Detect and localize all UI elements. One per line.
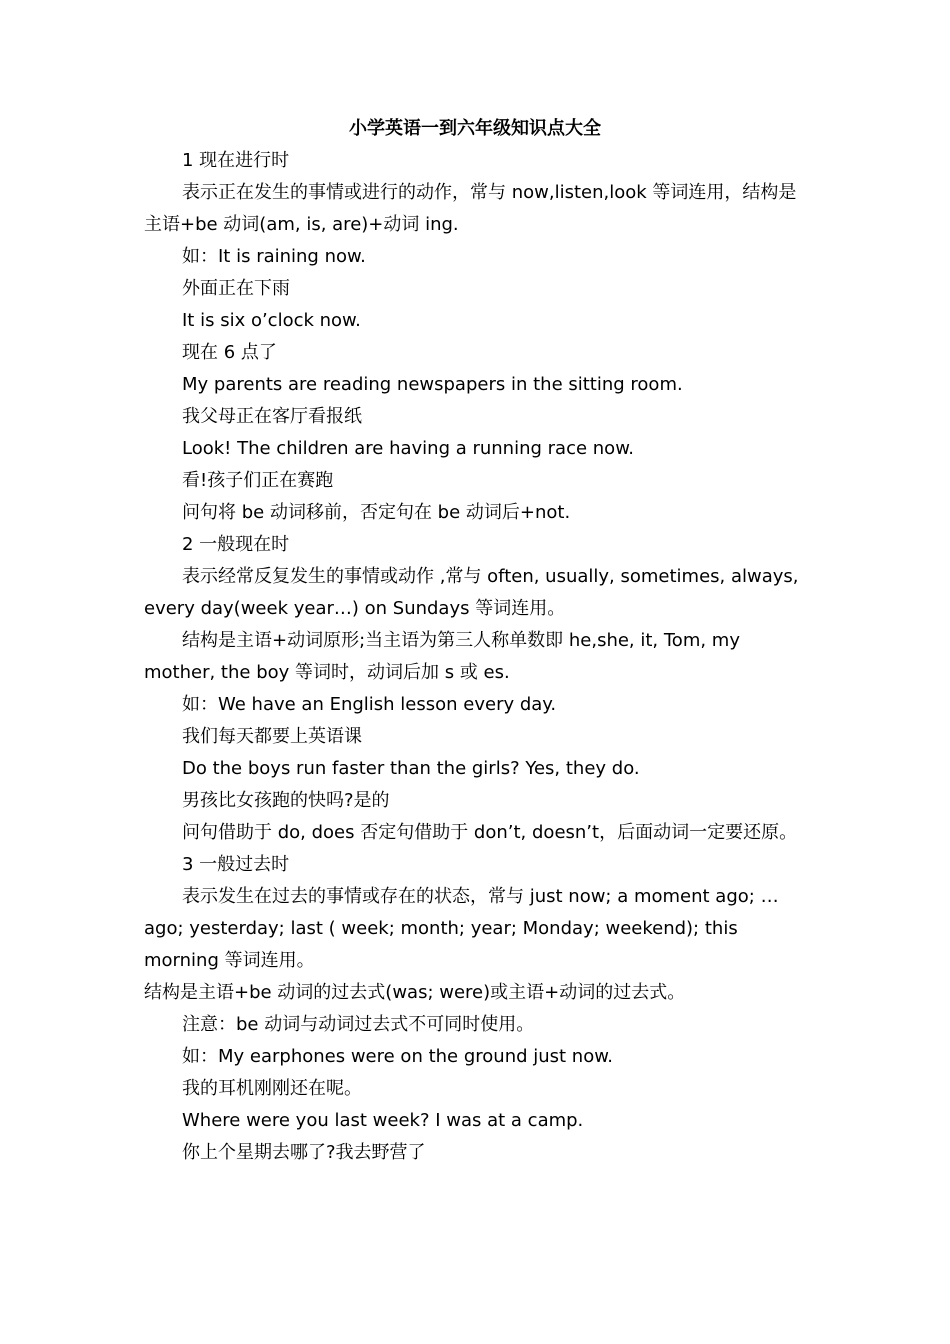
paragraph: Look! The children are having a running race now. <box>182 438 634 459</box>
paragraph: 我的耳机刚刚还在呢。 <box>182 1078 362 1099</box>
paragraph: Do the boys run faster than the girls? Yes, they do. <box>182 758 640 779</box>
paragraph: 你上个星期去哪了?我去野营了 <box>182 1142 426 1163</box>
paragraph: 如：It is raining now. <box>182 246 366 267</box>
paragraph: Where were you last week? I was at a camp. <box>182 1110 584 1131</box>
paragraph: 我父母正在客厅看报纸 <box>182 406 362 427</box>
paragraph: 外面正在下雨 <box>182 278 290 299</box>
paragraph: My parents are reading newspapers in the sitting room. <box>182 374 683 395</box>
section-heading: 3 一般过去时 <box>182 854 290 875</box>
document-body <box>144 145 812 1169</box>
section-heading: 2 一般现在时 <box>182 534 290 555</box>
paragraph: 表示正在发生的事情或进行的动作，常与 now,listen,look 等词连用，结构是主语+be 动词(am, is, are)+动词 ing. <box>144 182 797 235</box>
paragraph: 结构是主语+动词原形;当主语为第三人称单数即 he,she, it, Tom, my mother, the boy 等词时，动词后加 s 或 es. <box>144 630 740 683</box>
document-title: 小学英语一到六年级知识点大全 <box>349 118 601 139</box>
paragraph: 1 现在进行时 <box>182 150 290 171</box>
paragraph: 如：My earphones were on the ground just now. <box>182 1046 614 1067</box>
paragraph: It is six o’clock now. <box>182 310 361 331</box>
paragraph: 表示经常反复发生的事情或动作 ,常与 often, usually, sometimes, always, every day(week year…) on Sundays 等词连用。 <box>144 566 799 619</box>
paragraph: 男孩比女孩跑的快吗?是的 <box>182 790 390 811</box>
paragraph: 我们每天都要上英语课 <box>182 726 362 747</box>
paragraph: 看!孩子们正在赛跑 <box>182 470 334 491</box>
paragraph: 如：We have an English lesson every day. <box>182 694 557 715</box>
paragraph: 表示发生在过去的事情或存在的状态，常与 just now; a moment ago; …ago; yesterday; last ( week; month; year; Monday; weekend); this morning 等词连用。 <box>144 886 779 971</box>
paragraph: 注意：be 动词与动词过去式不可同时使用。 <box>182 1014 535 1035</box>
paragraph: 现在 6 点了 <box>182 342 277 363</box>
paragraph: 结构是主语+be 动词的过去式(was; were)或主语+动词的过去式。 <box>144 982 686 1003</box>
paragraph: 问句将 be 动词移前，否定句在 be 动词后+not. <box>182 502 571 523</box>
paragraph: 问句借助于 do, does 否定句借助于 don’t, doesn’t，后面动词一定要还原。 <box>182 822 798 843</box>
